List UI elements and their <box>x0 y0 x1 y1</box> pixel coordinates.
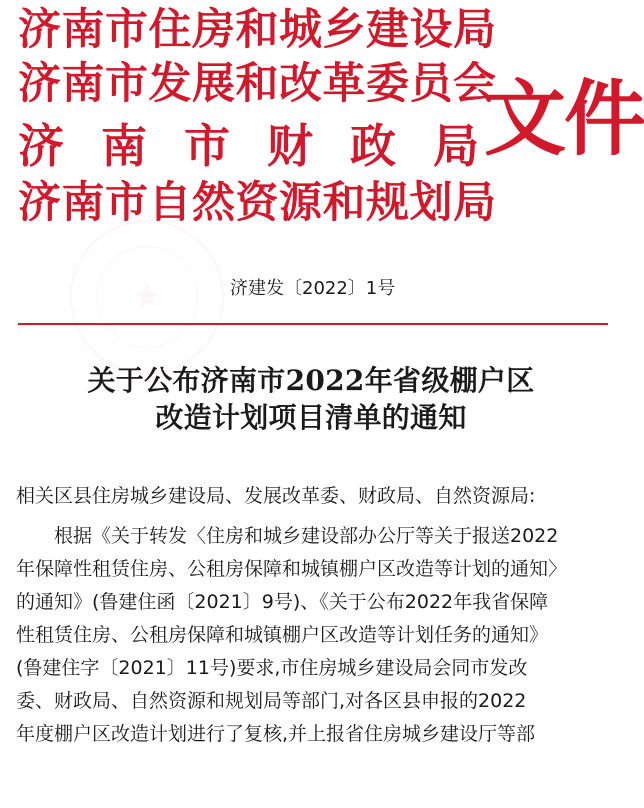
body-line-3: 的通知》(鲁建住函〔2021〕9号)、《关于公布2022年我省保障 <box>16 591 549 613</box>
agency-name-2: 济南市发展和改革委员会 <box>18 59 497 109</box>
body-line-1: 根据《关于转发〈住房和城乡建设部办公厅等关于报送2022 <box>54 525 559 547</box>
document-number: 济建发〔2022〕1号 <box>230 278 396 299</box>
document-type: 文件 <box>484 71 644 167</box>
document-title <box>0 362 622 436</box>
agency-name-1: 济南市住房和城乡建设局 <box>18 5 497 55</box>
title-line-1: 关于公布济南市2022年省级棚户区 <box>87 364 535 397</box>
agency-name-3: 济南市财政局 <box>18 119 516 173</box>
document-masthead <box>0 0 644 260</box>
body-line-6: 委、财政局、自然资源和规划局等部门,对各区县申报的2022 <box>16 690 527 712</box>
agency-name-4: 济南市自然资源和规划局 <box>18 178 497 228</box>
body-line-7: 年度棚户区改造计划进行了复核,并上报省住房城乡建设厅等部 <box>16 723 536 745</box>
body-line-5: (鲁建住字〔2021〕11号)要求,市住房城乡建设局会同市发改 <box>16 657 528 679</box>
body-line-4: 性租赁住房、公租房保障和城镇棚户区改造等计划任务的通知》 <box>16 624 549 646</box>
body-line-2: 年保障性租赁住房、公租房保障和城镇棚户区改造等计划的通知〉 <box>16 558 568 580</box>
title-line-2: 改造计划项目清单的通知 <box>155 401 467 435</box>
document-body <box>16 480 610 751</box>
red-separator-rule <box>18 323 608 325</box>
recipient-line: 相关区县住房城乡建设局、发展改革委、财政局、自然资源局: <box>16 485 536 507</box>
